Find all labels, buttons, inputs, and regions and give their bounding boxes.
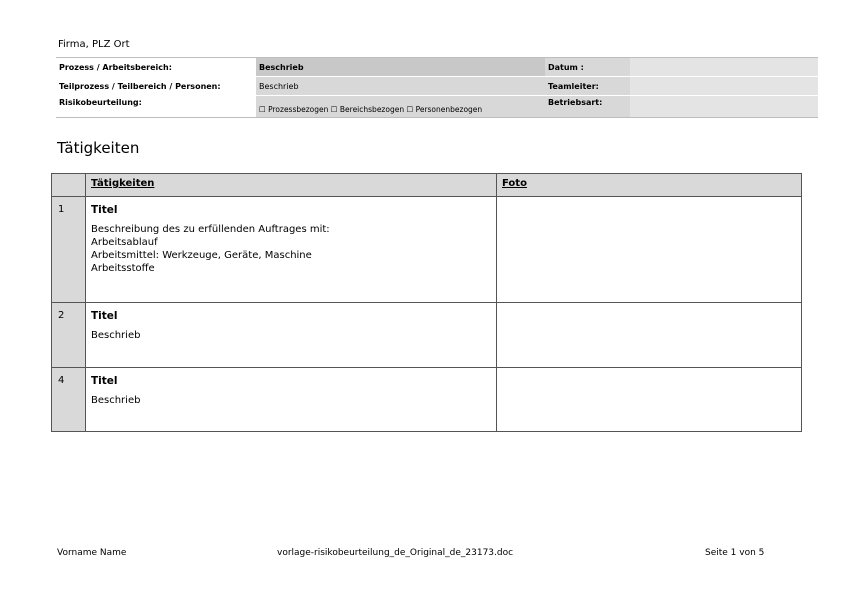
- table-row: [52, 303, 802, 368]
- section-title: Tätigkeiten: [57, 139, 140, 157]
- label-subprocess: Teilprozess / Teilbereich / Personen:: [56, 77, 256, 96]
- value-operation-mode[interactable]: [630, 96, 818, 118]
- footer-filename: vorlage-risikobeurteilung_de_Original_de_23173.doc: [277, 548, 514, 558]
- label-risk: Risikobeurteilung:: [56, 96, 256, 118]
- row-number: 4: [52, 368, 86, 432]
- table-row: [52, 368, 802, 432]
- info-row-risk: [56, 96, 818, 118]
- row-line: Arbeitsstoffe: [91, 263, 155, 274]
- value-process[interactable]: Beschrieb: [256, 58, 545, 77]
- header-photo: Foto: [497, 174, 802, 197]
- row-line: Beschreibung des zu erfüllenden Auftrages mit:: [91, 224, 330, 235]
- row-activity[interactable]: [86, 368, 497, 432]
- value-subprocess[interactable]: Beschrieb: [256, 77, 545, 96]
- label-process: Prozess / Arbeitsbereich:: [56, 58, 256, 77]
- row-activity[interactable]: [86, 197, 497, 303]
- row-line: Beschrieb: [91, 330, 141, 341]
- row-line: Beschrieb: [91, 395, 141, 406]
- value-teamleader[interactable]: [630, 77, 818, 96]
- header-activities: Tätigkeiten: [86, 174, 497, 197]
- activities-table: [51, 173, 802, 432]
- label-teamleader: Teamleiter:: [545, 77, 630, 96]
- row-photo-cell[interactable]: [497, 368, 802, 432]
- company-line: Firma, PLZ Ort: [58, 39, 130, 50]
- row-line: Arbeitsmittel: Werkzeuge, Geräte, Maschine: [91, 250, 312, 261]
- table-row: [52, 197, 802, 303]
- footer-page-number: Seite 1 von 5: [705, 548, 765, 558]
- row-photo-cell[interactable]: [497, 197, 802, 303]
- label-operation-mode: Betriebsart:: [545, 96, 630, 118]
- table-header-row: [52, 174, 802, 197]
- row-line: Arbeitsablauf: [91, 237, 158, 248]
- label-date: Datum :: [545, 58, 630, 77]
- row-photo-cell[interactable]: [497, 303, 802, 368]
- header-number: [52, 174, 86, 197]
- value-date[interactable]: [630, 58, 818, 77]
- row-title: Titel: [91, 375, 118, 387]
- info-row-process: [56, 58, 818, 77]
- header-info-table: [56, 57, 818, 118]
- row-title: Titel: [91, 204, 118, 216]
- value-risk-options[interactable]: ☐ Prozessbezogen ☐ Bereichsbezogen ☐ Personenbezogen: [256, 96, 545, 118]
- info-row-subprocess: [56, 77, 818, 96]
- row-activity[interactable]: [86, 303, 497, 368]
- row-title: Titel: [91, 310, 118, 322]
- row-number: 1: [52, 197, 86, 303]
- footer-author: Vorname Name: [57, 548, 127, 558]
- row-number: 2: [52, 303, 86, 368]
